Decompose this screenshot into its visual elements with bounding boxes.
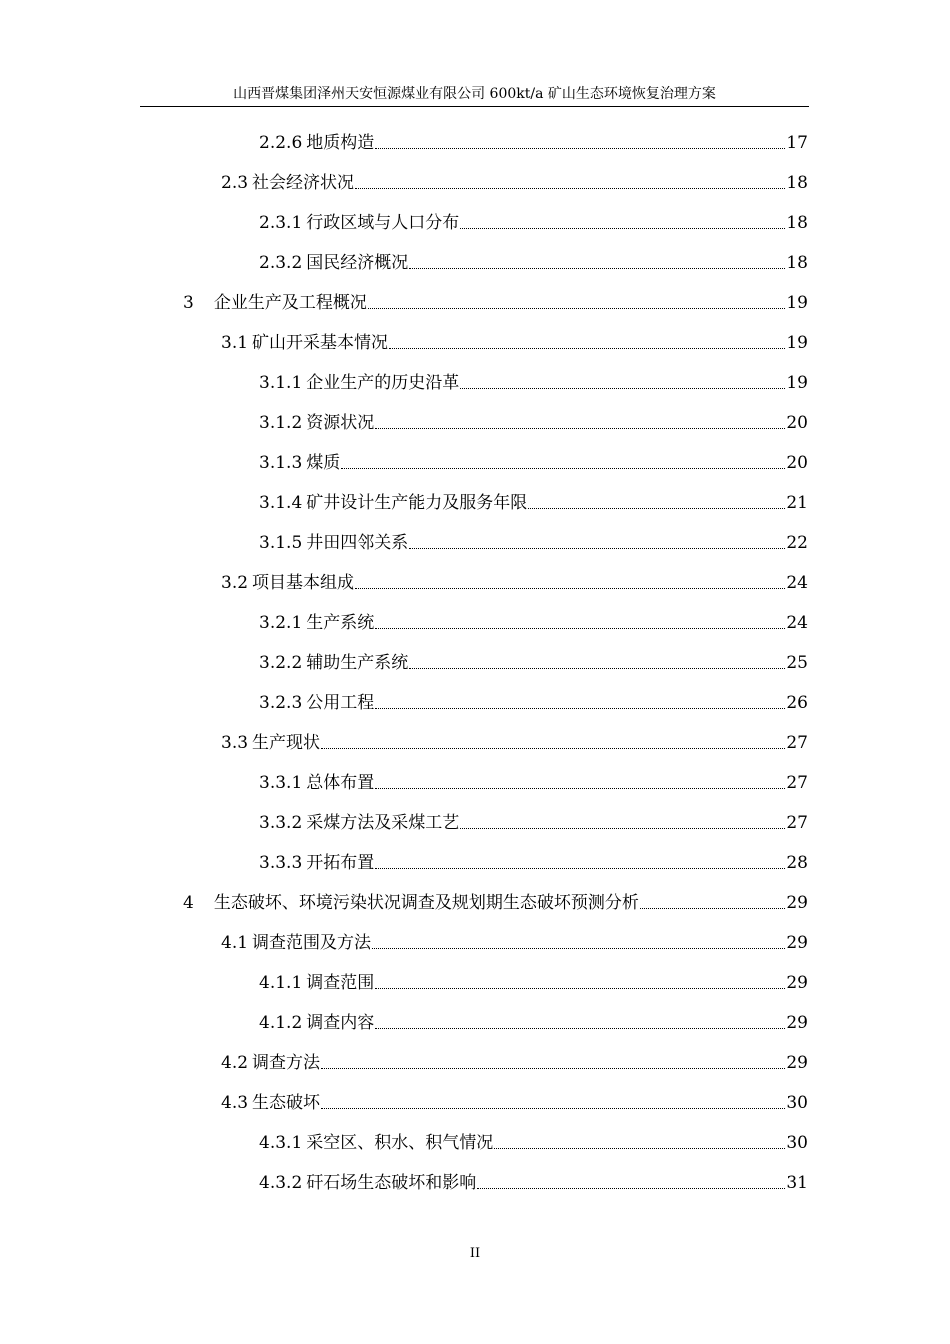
toc-entry[interactable] bbox=[259, 244, 808, 274]
toc-entry-page: 18 bbox=[786, 213, 808, 233]
toc-entry-number: 3.3.1 bbox=[259, 773, 303, 793]
toc-entry[interactable] bbox=[259, 1004, 808, 1034]
toc-entry-page: 31 bbox=[786, 1173, 808, 1193]
toc-entry-page: 29 bbox=[786, 973, 808, 993]
toc-entry-number: 4.1.1 bbox=[259, 973, 303, 993]
toc-dot-leader bbox=[375, 132, 785, 154]
toc-entry-page: 29 bbox=[786, 893, 808, 913]
toc-entry-page: 28 bbox=[786, 853, 808, 873]
toc-entry-title: 调查内容 bbox=[306, 1013, 375, 1033]
toc-entry-page: 26 bbox=[786, 693, 808, 713]
toc-entry-number: 4.2 bbox=[221, 1053, 249, 1073]
toc-entry-title: 调查方法 bbox=[252, 1053, 321, 1073]
toc-entry-page: 27 bbox=[786, 813, 808, 833]
toc-dot-leader bbox=[389, 332, 785, 354]
toc-dot-leader bbox=[355, 572, 785, 594]
toc-entry-page: 30 bbox=[786, 1133, 808, 1153]
toc-dot-leader bbox=[375, 412, 785, 434]
toc-entry-number: 3.1.2 bbox=[259, 413, 303, 433]
toc-entry-title: 行政区域与人口分布 bbox=[306, 213, 460, 233]
toc-dot-leader bbox=[460, 372, 785, 394]
toc-dot-leader bbox=[477, 1172, 785, 1194]
toc-entry-title: 煤质 bbox=[306, 453, 341, 473]
toc-entry-title: 资源状况 bbox=[306, 413, 375, 433]
toc-entry-title: 采煤方法及采煤工艺 bbox=[306, 813, 460, 833]
toc-dot-leader bbox=[409, 532, 785, 554]
toc-entry-title: 矿山开采基本情况 bbox=[252, 333, 389, 353]
toc-entry-number: 3.3.2 bbox=[259, 813, 303, 833]
toc-entry-page: 19 bbox=[786, 333, 808, 353]
toc-dot-leader bbox=[460, 212, 785, 234]
toc-entry-title: 企业生产的历史沿革 bbox=[306, 373, 460, 393]
toc-dot-leader bbox=[368, 292, 786, 314]
toc-dot-leader bbox=[640, 892, 786, 914]
toc-entry-number: 2.2.6 bbox=[259, 133, 303, 153]
toc-entry-title: 生态破坏、环境污染状况调查及规划期生态破坏预测分析 bbox=[213, 893, 639, 913]
toc-entry-number: 3 bbox=[183, 293, 194, 313]
toc-entry[interactable] bbox=[259, 644, 808, 674]
toc-entry-number: 3.3.3 bbox=[259, 853, 303, 873]
toc-entry-title: 总体布置 bbox=[306, 773, 375, 793]
toc-entry-page: 19 bbox=[786, 373, 808, 393]
toc-dot-leader bbox=[321, 1092, 785, 1114]
toc-entry[interactable] bbox=[221, 724, 808, 754]
toc-entry-title: 项目基本组成 bbox=[252, 573, 355, 593]
toc-entry-title: 生产现状 bbox=[252, 733, 321, 753]
toc-entry-number: 3.1 bbox=[221, 333, 249, 353]
toc-entry[interactable] bbox=[259, 404, 808, 434]
toc-entry[interactable] bbox=[259, 1124, 808, 1154]
toc-entry-number: 3.2.3 bbox=[259, 693, 303, 713]
toc-entry-title: 生态破坏 bbox=[252, 1093, 321, 1113]
toc-entry-number: 2.3.1 bbox=[259, 213, 303, 233]
toc-entry-page: 24 bbox=[786, 613, 808, 633]
toc-entry-number: 3.2.2 bbox=[259, 653, 303, 673]
toc-dot-leader bbox=[528, 492, 785, 514]
toc-entry-page: 19 bbox=[786, 293, 808, 313]
toc-dot-leader bbox=[321, 1052, 785, 1074]
toc-entry-page: 30 bbox=[786, 1093, 808, 1113]
toc-entry-title: 生产系统 bbox=[306, 613, 375, 633]
toc-dot-leader bbox=[341, 452, 785, 474]
toc-entry[interactable] bbox=[259, 444, 808, 474]
header-title: 山西晋煤集团泽州天安恒源煤业有限公司 600kt/a 矿山生态环境恢复治理方案 bbox=[233, 86, 716, 102]
toc-entry-number: 4 bbox=[183, 893, 194, 913]
toc-entry-title: 社会经济状况 bbox=[252, 173, 355, 193]
toc-dot-leader bbox=[355, 172, 785, 194]
toc-entry[interactable] bbox=[259, 684, 808, 714]
toc-entry-page: 29 bbox=[786, 1053, 808, 1073]
toc-dot-leader bbox=[375, 1012, 785, 1034]
toc-dot-leader bbox=[321, 732, 785, 754]
toc-entry[interactable] bbox=[259, 844, 808, 874]
toc-entry-page: 17 bbox=[786, 133, 808, 153]
toc-entry[interactable] bbox=[259, 204, 808, 234]
toc-entry-number: 4.3.2 bbox=[259, 1173, 303, 1193]
toc-entry-number: 2.3.2 bbox=[259, 253, 303, 273]
toc-entry[interactable] bbox=[221, 1084, 808, 1114]
toc-entry-number: 3.1.5 bbox=[259, 533, 303, 553]
toc-entry-number: 3.3 bbox=[221, 733, 249, 753]
toc-entry-page: 27 bbox=[786, 773, 808, 793]
toc-entry-page: 27 bbox=[786, 733, 808, 753]
toc-dot-leader bbox=[494, 1132, 785, 1154]
toc-entry[interactable] bbox=[183, 884, 808, 914]
toc-entry-title: 采空区、积水、积气情况 bbox=[306, 1133, 494, 1153]
toc-entry[interactable] bbox=[259, 124, 808, 154]
toc-entry-number: 4.1.2 bbox=[259, 1013, 303, 1033]
toc-entry[interactable] bbox=[259, 804, 808, 834]
toc-entry-title: 井田四邻关系 bbox=[306, 533, 409, 553]
toc-entry-title: 地质构造 bbox=[306, 133, 375, 153]
page-number: II bbox=[469, 1246, 481, 1261]
toc-entry-page: 20 bbox=[786, 413, 808, 433]
toc-dot-leader bbox=[375, 772, 785, 794]
toc-entry[interactable] bbox=[259, 1164, 808, 1194]
toc-entry[interactable] bbox=[259, 604, 808, 634]
toc-entry-number: 4.3 bbox=[221, 1093, 249, 1113]
toc-entry-title: 矿井设计生产能力及服务年限 bbox=[306, 493, 528, 513]
toc-entry[interactable] bbox=[221, 1044, 808, 1074]
toc-dot-leader bbox=[460, 812, 785, 834]
toc-entry-title: 矸石场生态破坏和影响 bbox=[306, 1173, 477, 1193]
toc-entry-number: 2.3 bbox=[221, 173, 249, 193]
toc-entry-page: 29 bbox=[786, 1013, 808, 1033]
toc-entry-number: 4.3.1 bbox=[259, 1133, 303, 1153]
toc-entry-number: 3.1.3 bbox=[259, 453, 303, 473]
toc-entry-title: 调查范围及方法 bbox=[252, 933, 372, 953]
toc-entry[interactable] bbox=[259, 364, 808, 394]
toc-entry[interactable] bbox=[259, 764, 808, 794]
toc-dot-leader bbox=[409, 252, 785, 274]
toc-entry-title: 公用工程 bbox=[306, 693, 375, 713]
toc-entry-number: 3.1.4 bbox=[259, 493, 303, 513]
page-header bbox=[140, 84, 809, 107]
toc-entry-number: 4.1 bbox=[221, 933, 249, 953]
toc-entry-number: 3.2.1 bbox=[259, 613, 303, 633]
toc-entry-title: 辅助生产系统 bbox=[306, 653, 409, 673]
toc-entry-number: 3.1.1 bbox=[259, 373, 303, 393]
toc-entry[interactable] bbox=[221, 324, 808, 354]
toc-entry[interactable] bbox=[183, 284, 808, 314]
toc-entry[interactable] bbox=[259, 964, 808, 994]
toc-dot-leader bbox=[409, 652, 785, 674]
toc-dot-leader bbox=[372, 932, 785, 954]
toc-entry-title: 调查范围 bbox=[306, 973, 375, 993]
toc-entry[interactable] bbox=[221, 564, 808, 594]
toc-dot-leader bbox=[375, 692, 785, 714]
toc-dot-leader bbox=[375, 972, 785, 994]
toc-entry-title: 国民经济概况 bbox=[306, 253, 409, 273]
toc-entry-number: 3.2 bbox=[221, 573, 249, 593]
toc-entry-page: 29 bbox=[786, 933, 808, 953]
toc-entry-page: 18 bbox=[786, 253, 808, 273]
toc-entry-title: 开拓布置 bbox=[306, 853, 375, 873]
toc-entry[interactable] bbox=[221, 164, 808, 194]
toc-entry-page: 22 bbox=[786, 533, 808, 553]
toc-entry-page: 24 bbox=[786, 573, 808, 593]
toc-dot-leader bbox=[375, 612, 785, 634]
toc-entry-page: 20 bbox=[786, 453, 808, 473]
toc-entry[interactable] bbox=[259, 484, 808, 514]
toc-dot-leader bbox=[375, 852, 785, 874]
toc-entry[interactable] bbox=[221, 924, 808, 954]
page-footer bbox=[0, 1246, 950, 1261]
toc-entry[interactable] bbox=[259, 524, 808, 554]
toc-entry-page: 18 bbox=[786, 173, 808, 193]
toc-entry-page: 21 bbox=[786, 493, 808, 513]
toc-entry-page: 25 bbox=[786, 653, 808, 673]
toc-entry-title: 企业生产及工程概况 bbox=[213, 293, 367, 313]
